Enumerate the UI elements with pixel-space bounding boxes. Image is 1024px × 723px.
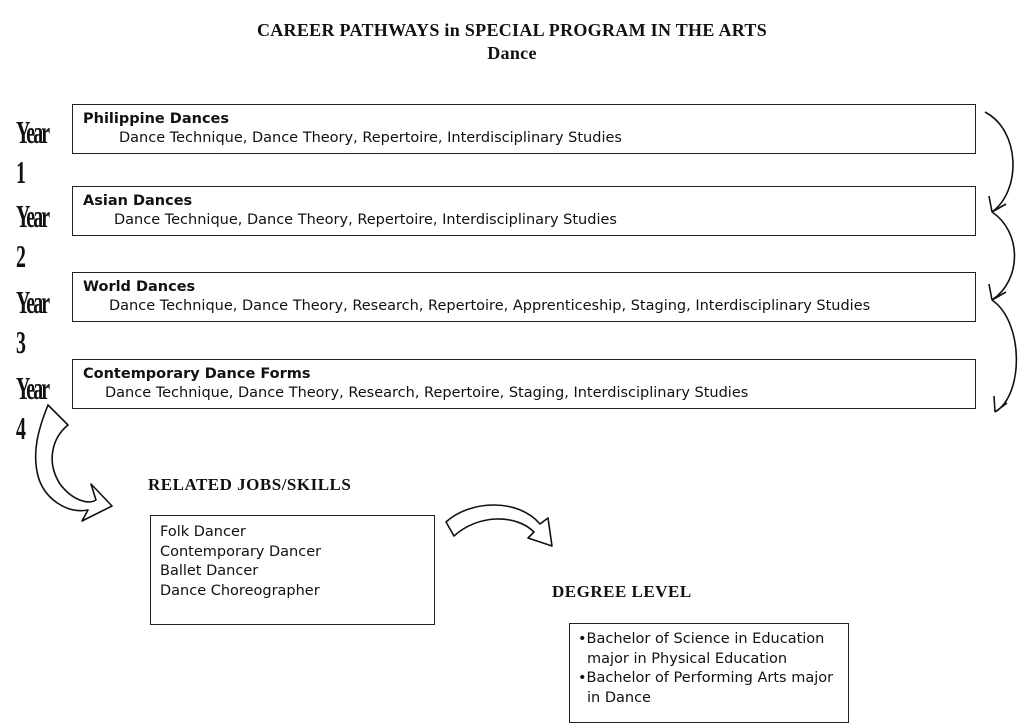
list-item: in Dance [587,689,651,706]
list-item: Folk Dancer [160,524,246,540]
year-label: Year 3 [16,284,48,360]
year-course-name: Asian Dances [83,193,193,209]
list-item: Contemporary Dancer [160,543,322,560]
year-course-name: Contemporary Dance Forms [83,366,311,382]
year-course-name: World Dances [83,279,196,295]
year-subjects: Dance Technique, Dance Theory, Repertoire, Interdisciplinary Studies [114,212,617,228]
year-subjects: Dance Technique, Dance Theory, Research, Repertoire, Apprenticeship, Staging, Interdisciplinary Studies [109,298,871,314]
year-subjects: Dance Technique, Dance Theory, Repertoire, Interdisciplinary Studies [119,130,622,146]
list-item: Dance Choreographer [160,582,320,599]
list-item: major in Physical Education [587,650,788,667]
degree-level-heading: DEGREE LEVEL [552,582,692,601]
diagram-title: CAREER PATHWAYS in SPECIAL PROGRAM IN THE ARTS [256,20,768,40]
list-item: •Bachelor of Science in Education [578,631,825,647]
block-arrow-to-degree-level [446,505,552,546]
related-jobs-heading: RELATED JOBS/SKILLS [148,475,352,494]
curved-arrow-year1-to-year2 [985,112,1013,212]
year-course-name: Philippine Dances [83,111,229,127]
diagram-subtitle: Dance [487,43,537,63]
list-item: Ballet Dancer [160,563,259,579]
year-label: Year 2 [16,198,48,274]
year-label: Year 4 [16,370,48,446]
curved-arrow-year2-to-year3 [989,212,1015,300]
year-label: Year 1 [16,114,48,190]
block-arrow-to-related-jobs [36,405,112,521]
list-item: •Bachelor of Performing Arts major [578,670,834,686]
year-subjects: Dance Technique, Dance Theory, Research, Repertoire, Staging, Interdisciplinary Studies [105,385,749,401]
curved-arrow-year3-to-year4 [992,300,1016,412]
